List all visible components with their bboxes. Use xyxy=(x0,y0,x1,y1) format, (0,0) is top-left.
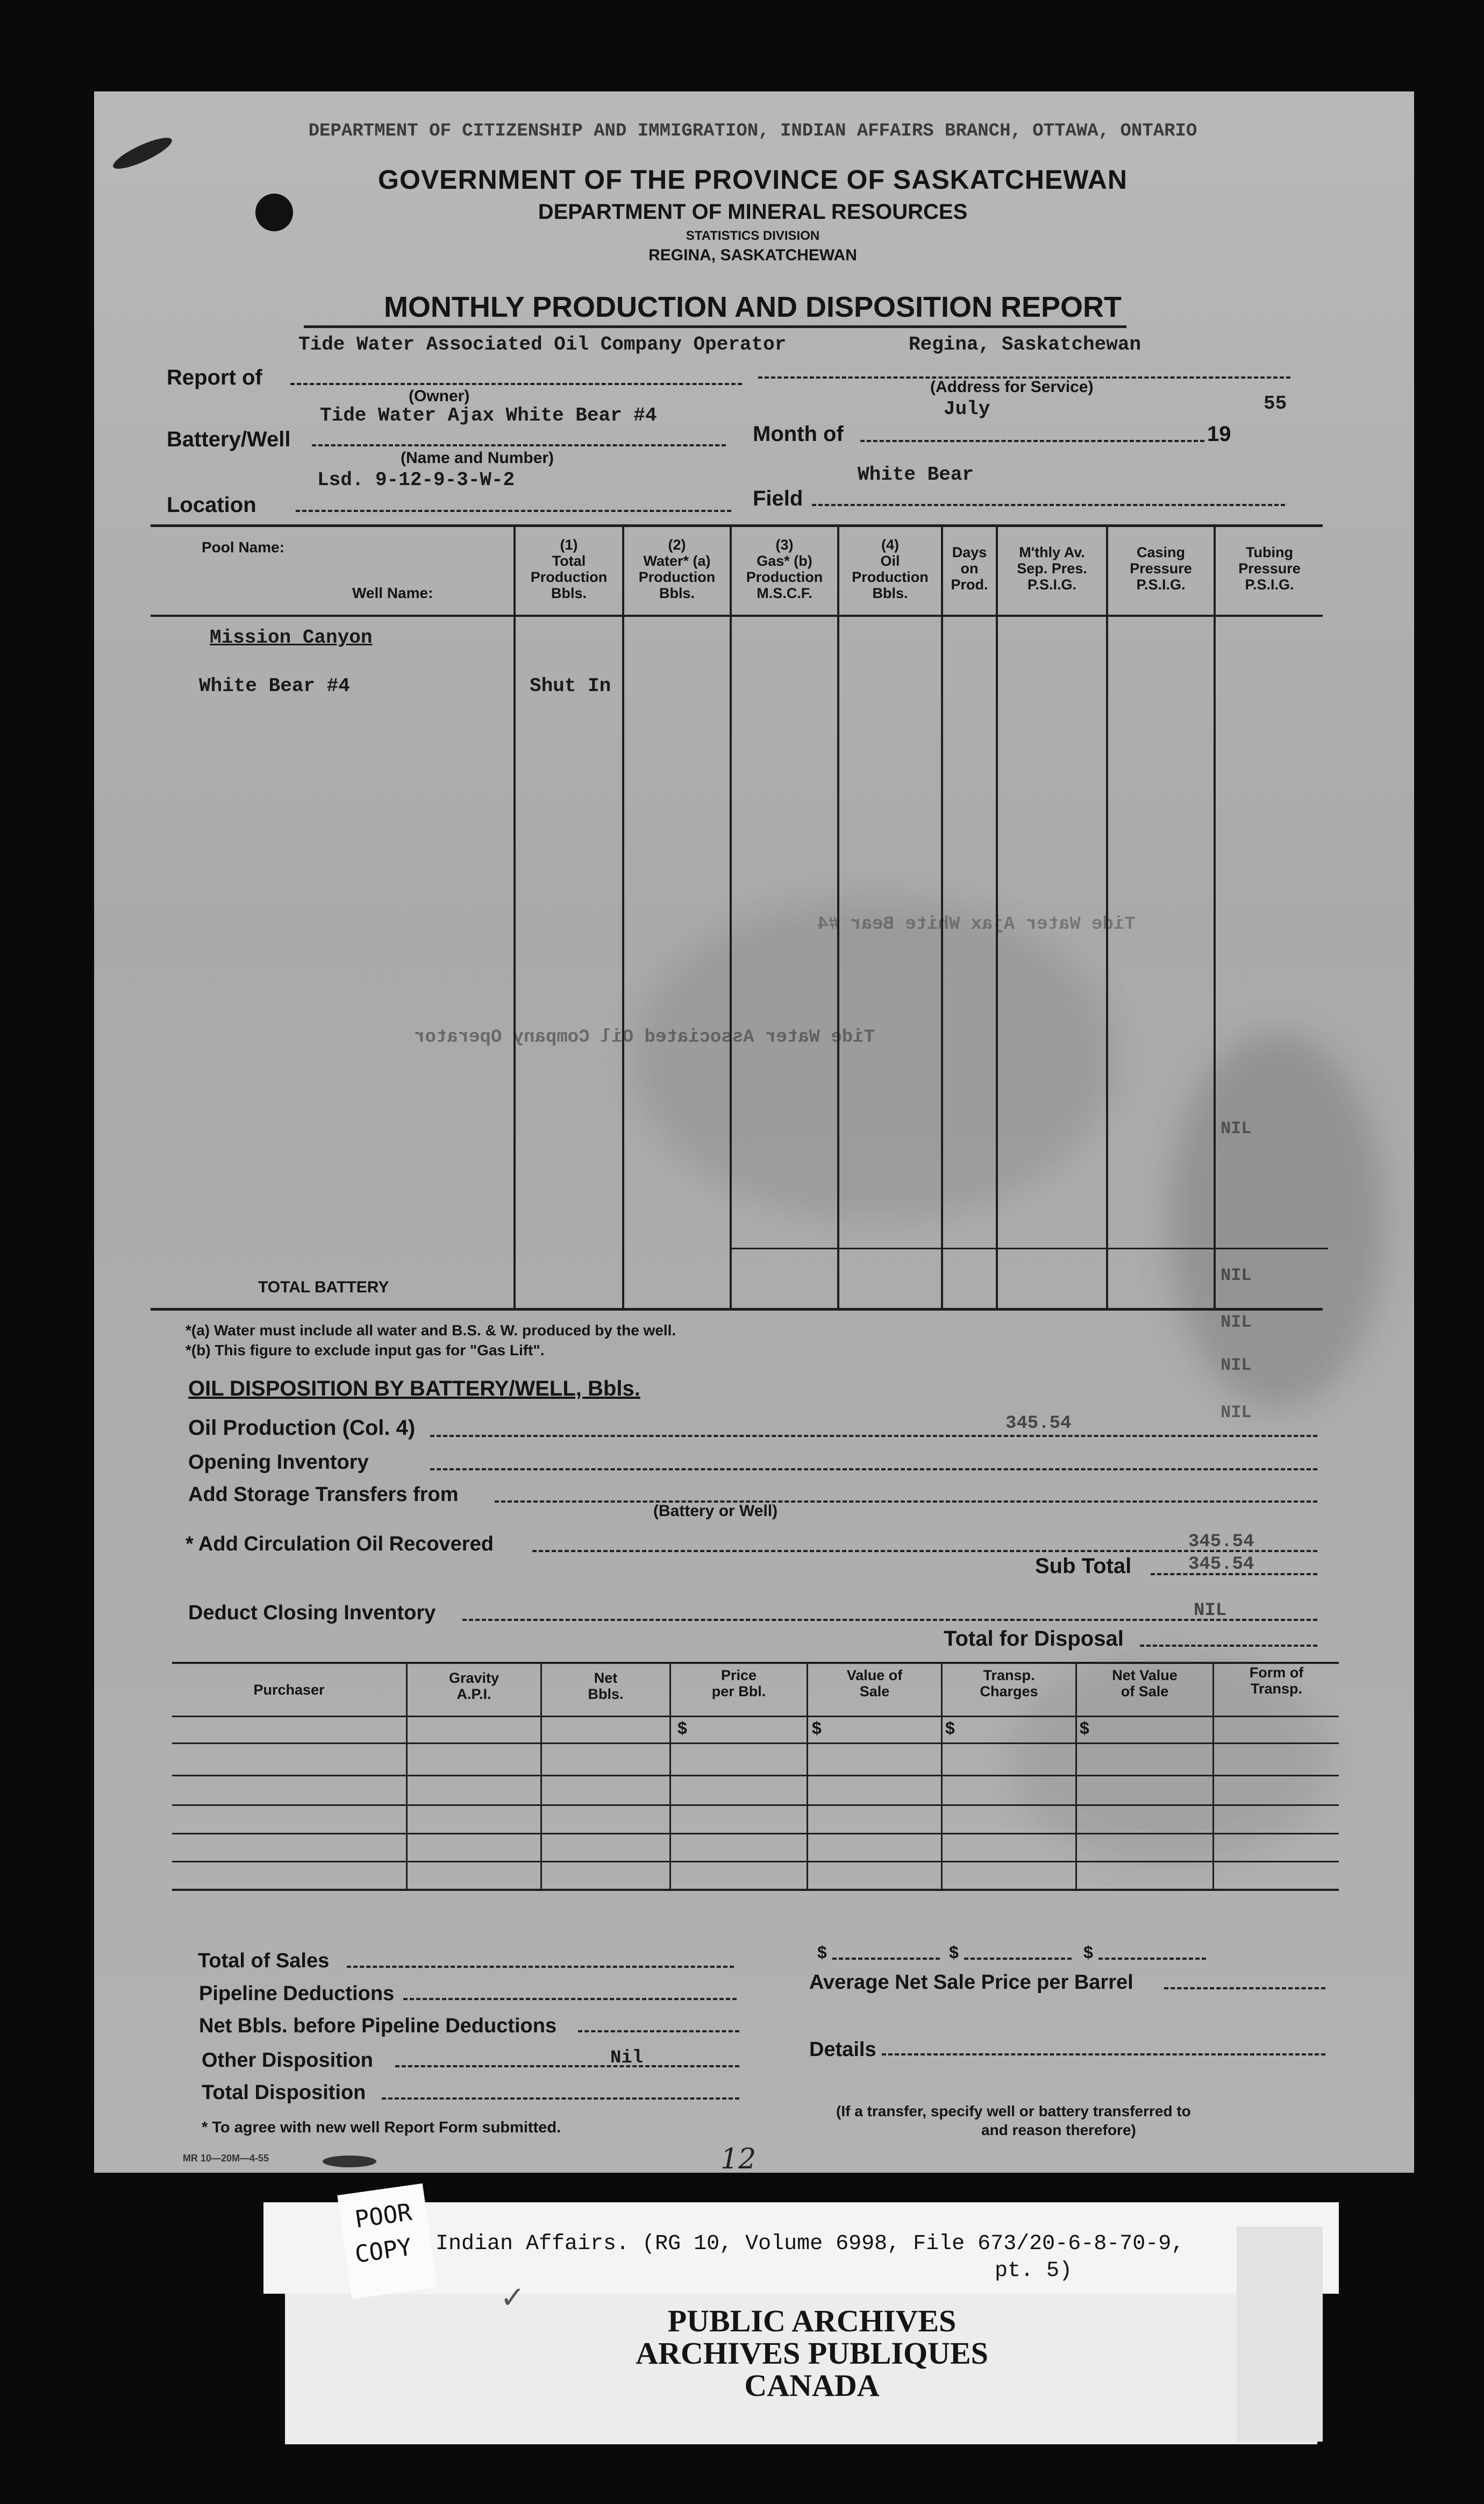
table-top-rule xyxy=(151,524,1323,527)
sales-header-form-transp xyxy=(1214,1664,1339,1697)
subtotal-value: 345.54 xyxy=(1188,1554,1254,1575)
pipeline-deductions-line xyxy=(403,1998,737,2000)
report-of-label: Report of xyxy=(167,366,262,389)
pipeline-deductions-label: Pipeline Deductions xyxy=(199,1982,395,2005)
column-title: Casing xyxy=(1136,544,1186,560)
column-header-casing-pressure xyxy=(1108,544,1214,593)
well-name-label: Well Name: xyxy=(352,585,433,601)
total-disposition-label: Total Disposition xyxy=(202,2081,366,2104)
column-title: Total xyxy=(552,553,586,569)
address-caption: (Address for Service) xyxy=(930,378,1094,396)
pool-name-label: Pool Name: xyxy=(202,539,285,556)
opening-inventory-line xyxy=(430,1468,1317,1470)
sales-header-value xyxy=(808,1667,941,1699)
archive-stamp-line1: PUBLIC ARCHIVES xyxy=(667,2303,957,2338)
sales-column-title: Price xyxy=(720,1667,757,1683)
name-caption: (Name and Number) xyxy=(401,449,554,467)
sales-column-unit: Bbls. xyxy=(588,1686,624,1702)
column-header-tubing-pressure xyxy=(1216,544,1323,593)
pool-name-value: Mission Canyon xyxy=(210,627,373,649)
column-header-sep-pressure xyxy=(998,544,1106,593)
column-header-gas xyxy=(732,537,837,601)
column-title: Sep. Pres. xyxy=(1017,560,1087,577)
oil-production-label: Oil Production (Col. 4) xyxy=(188,1416,416,1440)
storage-transfers-label: Add Storage Transfers from xyxy=(188,1483,459,1506)
department-stamp: DEPARTMENT OF CITIZENSHIP AND IMMIGRATION, INDIAN AFFAIRS BRANCH, OTTAWA, ONTARIO xyxy=(308,121,1197,141)
checkmark-icon: ✓ xyxy=(500,2280,525,2315)
sales-row-rule xyxy=(172,1742,1339,1744)
note-water: *(a) Water must include all water and B.S. & W. produced by the well. xyxy=(186,1322,676,1339)
total-disposition-line xyxy=(382,2097,739,2100)
column-number: (4) xyxy=(881,537,899,553)
column-title: on xyxy=(960,560,979,577)
transfer-note-line2: and reason therefore) xyxy=(981,2122,1136,2138)
column-title: Tubing xyxy=(1246,544,1293,560)
sales-column-title: Gravity xyxy=(448,1670,500,1686)
sales-column-title: Purchaser xyxy=(253,1682,325,1698)
sales-column-title: Net Value xyxy=(1112,1667,1178,1683)
margin-value: NIL xyxy=(1221,1403,1252,1422)
archive-reference-line2: pt. 5) xyxy=(995,2259,1073,2283)
column-title: M'thly Av. xyxy=(1019,544,1085,560)
column-unit: Bbls. xyxy=(659,585,695,601)
oil-production-line xyxy=(430,1435,1317,1437)
report-of-value: Tide Water Associated Oil Company Operator xyxy=(298,333,787,355)
column-title: Production xyxy=(746,569,823,585)
column-unit: M.S.C.F. xyxy=(757,585,812,601)
dollar-sign: $ xyxy=(812,1718,822,1738)
column-title: Pressure xyxy=(1130,560,1192,577)
sales-header-purchaser xyxy=(172,1682,406,1698)
column-title: Water* (a) xyxy=(643,553,711,569)
column-divider xyxy=(730,526,732,1308)
column-unit: Bbls. xyxy=(872,585,908,601)
other-disposition-line xyxy=(395,2065,739,2067)
city-title: REGINA, SASKATCHEWAN xyxy=(648,246,857,264)
sales-column-unit: per Bbl. xyxy=(711,1683,766,1699)
battery-label: Battery/Well xyxy=(167,428,291,451)
battery-value: Tide Water Ajax White Bear #4 xyxy=(320,404,657,426)
other-disposition-value: Nil xyxy=(610,2048,644,2068)
slip-edge xyxy=(1237,2226,1323,2442)
column-header-water xyxy=(624,537,730,601)
margin-value: NIL xyxy=(1221,1312,1252,1332)
department-title: DEPARTMENT OF MINERAL RESOURCES xyxy=(538,200,968,224)
sales-column-title: Value of xyxy=(846,1667,903,1683)
circulation-oil-value: 345.54 xyxy=(1188,1532,1254,1552)
field-line xyxy=(812,504,1285,506)
column-unit: Bbls. xyxy=(551,585,587,601)
sales-row-rule xyxy=(172,1716,1339,1717)
details-label: Details xyxy=(809,2038,876,2061)
closing-inventory-label: Deduct Closing Inventory xyxy=(188,1602,436,1624)
closing-inventory-value: NIL xyxy=(1194,1600,1227,1621)
battery-line xyxy=(312,444,726,446)
column-unit: Prod. xyxy=(951,577,988,593)
sales-column-unit: Transp. xyxy=(1250,1681,1303,1697)
details-line xyxy=(882,2053,1325,2055)
sales-header-net-value xyxy=(1077,1667,1212,1699)
sales-column-unit: of Sale xyxy=(1121,1683,1169,1699)
sales-top-rule xyxy=(172,1662,1339,1664)
column-unit: P.S.I.G. xyxy=(1027,577,1077,593)
subtotal-label: Sub Total xyxy=(1035,1554,1132,1578)
column-title: Oil xyxy=(880,553,900,569)
ghost-text-reversed: Tide Water Ajax White Bear #4 xyxy=(817,914,1136,935)
table-bottom-rule xyxy=(151,1308,1323,1311)
battery-or-well-caption: (Battery or Well) xyxy=(653,1502,778,1520)
average-price-line xyxy=(1164,1987,1325,1989)
column-header-total xyxy=(516,537,622,601)
year-prefix: 19 xyxy=(1207,422,1231,446)
note-gas: *(b) This figure to exclude input gas for "Gas Lift". xyxy=(186,1342,545,1358)
month-label: Month of xyxy=(753,422,844,446)
field-value: White Bear xyxy=(858,464,974,486)
sales-column-unit: Sale xyxy=(859,1683,890,1699)
location-label: Location xyxy=(167,493,256,517)
average-price-label: Average Net Sale Price per Barrel xyxy=(809,1971,1133,1994)
sales-row-rule xyxy=(172,1804,1339,1806)
column-header-days xyxy=(943,544,996,593)
dollar-sign: $ xyxy=(817,1943,827,1962)
circulation-oil-label: * Add Circulation Oil Recovered xyxy=(186,1533,494,1555)
disposition-heading: OIL DISPOSITION BY BATTERY/WELL, Bbls. xyxy=(188,1377,640,1400)
form-title: MONTHLY PRODUCTION AND DISPOSITION REPORT xyxy=(383,291,1122,323)
agree-note: * To agree with new well Report Form submitted. xyxy=(202,2119,561,2136)
total-transp-value-line xyxy=(964,1958,1072,1960)
total-sales-line xyxy=(347,1966,734,1968)
poor-copy-text-2: COPY xyxy=(353,2233,414,2269)
archive-stamp-line3: CANADA xyxy=(744,2368,880,2403)
sales-header-transp-charges xyxy=(943,1667,1075,1699)
column-number: (2) xyxy=(668,537,686,553)
month-line xyxy=(860,440,1204,442)
ghost-text-reversed: Tide Water Associated Oil Company Operator xyxy=(414,1027,875,1048)
total-battery-value: NIL xyxy=(1221,1265,1252,1285)
total-disposal-label: Total for Disposal xyxy=(944,1627,1124,1651)
column-title: Days xyxy=(952,544,987,560)
transfer-note-line1: (If a transfer, specify well or battery transferred to xyxy=(836,2103,1191,2119)
stain xyxy=(1169,1033,1385,1409)
column-unit: P.S.I.G. xyxy=(1245,577,1294,593)
column-title: Pressure xyxy=(1238,560,1301,577)
sales-column-unit: A.P.I. xyxy=(456,1686,491,1702)
sales-column-title: Net xyxy=(594,1670,618,1686)
margin-value: NIL xyxy=(1221,1355,1252,1375)
sales-column-title: Transp. xyxy=(983,1667,1035,1683)
column-divider xyxy=(1214,526,1216,1308)
subtotal-line xyxy=(1151,1573,1317,1575)
column-title: Production xyxy=(852,569,929,585)
closing-inventory-line xyxy=(462,1619,1317,1621)
table-total-rule xyxy=(731,1248,1328,1249)
address-value: Regina, Saskatchewan xyxy=(909,333,1141,355)
net-bbls-line xyxy=(578,2030,739,2032)
total-sales-label: Total of Sales xyxy=(198,1950,330,1972)
column-divider xyxy=(622,526,624,1308)
total-disposal-line xyxy=(1140,1645,1317,1647)
sales-header-net-bbls xyxy=(542,1670,669,1702)
field-label: Field xyxy=(753,487,803,510)
total-battery-label: TOTAL BATTERY xyxy=(258,1278,389,1296)
sales-header-gravity xyxy=(408,1670,540,1702)
column-number: (1) xyxy=(560,537,578,553)
report-of-line xyxy=(290,383,742,385)
column-title: Gas* (b) xyxy=(757,553,812,569)
well-name-value: White Bear #4 xyxy=(199,675,350,697)
oil-production-value: 345.54 xyxy=(1005,1413,1072,1434)
government-title: GOVERNMENT OF THE PROVINCE OF SASKATCHEWAN xyxy=(378,165,1128,195)
table-header-rule xyxy=(151,615,1323,617)
column-title: Production xyxy=(530,569,608,585)
total-sales-value-line xyxy=(832,1958,940,1960)
column-divider xyxy=(513,526,516,1308)
sales-row-rule xyxy=(172,1861,1339,1862)
total-net-value-line xyxy=(1098,1958,1206,1960)
title-underline xyxy=(304,325,1126,328)
sales-row-rule xyxy=(172,1833,1339,1834)
sales-bottom-rule xyxy=(172,1889,1339,1891)
storage-transfers-line xyxy=(495,1500,1317,1503)
column-header-oil xyxy=(839,537,941,601)
well-status-value: Shut In xyxy=(530,675,611,697)
sales-header-price xyxy=(671,1667,807,1699)
opening-inventory-label: Opening Inventory xyxy=(188,1451,369,1474)
owner-caption: (Owner) xyxy=(409,387,470,405)
sales-row-rule xyxy=(172,1775,1339,1776)
union-label-logo xyxy=(323,2156,376,2167)
dollar-sign: $ xyxy=(677,1718,687,1738)
dollar-sign: $ xyxy=(949,1943,959,1962)
column-title: Production xyxy=(638,569,716,585)
poor-copy-text-1: POOR xyxy=(353,2198,414,2234)
sales-column-title: Form of xyxy=(1249,1664,1304,1681)
column-unit: P.S.I.G. xyxy=(1136,577,1186,593)
year-value: 55 xyxy=(1264,393,1287,415)
stain xyxy=(632,898,1116,1221)
division-title: STATISTICS DIVISION xyxy=(686,229,820,243)
archive-stamp-line2: ARCHIVES PUBLIQUES xyxy=(636,2336,988,2371)
form-code: MR 10—20M—4-55 xyxy=(183,2153,269,2164)
ghost-nil: NIL xyxy=(1221,1119,1252,1139)
location-line xyxy=(296,510,731,512)
sales-column-divider xyxy=(1212,1663,1214,1890)
column-number: (3) xyxy=(775,537,794,553)
dollar-sign: $ xyxy=(1080,1718,1089,1738)
dollar-sign: $ xyxy=(945,1718,955,1738)
handwritten-page-number: 12 xyxy=(720,2143,757,2175)
other-disposition-label: Other Disposition xyxy=(202,2049,373,2072)
archive-reference-line1: Indian Affairs. (RG 10, Volume 6998, File 673/20-6-8-70-9, xyxy=(436,2232,1185,2256)
net-bbls-label: Net Bbls. before Pipeline Deductions xyxy=(199,2015,557,2037)
dollar-sign: $ xyxy=(1083,1943,1093,1962)
sales-column-unit: Charges xyxy=(980,1683,1038,1699)
location-value: Lsd. 9-12-9-3-W-2 xyxy=(317,469,515,491)
month-value: July xyxy=(944,398,990,420)
